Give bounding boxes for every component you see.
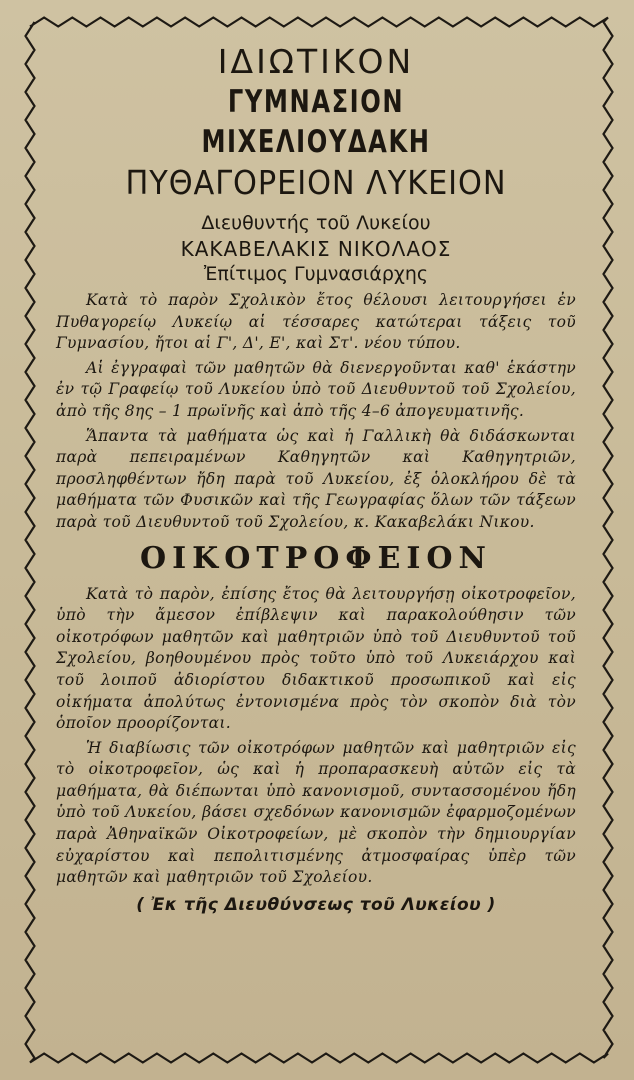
- section-title-boarding: ΟΙΚΟΤΡΟΦΕΙΟΝ: [140, 540, 492, 576]
- advertisement-body: [56, 42, 576, 915]
- heading-lyceum: ΠΥΘΑΓΟΡΕΙΟΝ ΛΥΚΕΙΟΝ: [125, 163, 507, 202]
- director-name: ΚΑΚΑΒΕΛΑΚΙΣ ΝΙΚΟΛΑΟΣ: [180, 237, 452, 261]
- paragraph-boarding: Κατὰ τὸ παρὸν, ἐπίσης ἔτος θὰ λειτουργήσῃ οἰκοτροφεῖον, ὑπὸ τὴν ἄμεσον ἐπίβλεψιν καὶ παρακολούθησιν τῶν οἰκοτρόφων μαθητῶν καὶ μαθητριῶν ὑπὸ τοῦ Διευθυντοῦ τοῦ Σχολείου, βοηθουμένου πρὸς τοῦτο ὑπὸ τοῦ Λυκειάρχου καὶ τοῦ λοιποῦ ἀδιορίστου διδακτικοῦ προσωπικοῦ καὶ εἰς οἰκήματα ἀπολύτως ἐντονισμένα πρὸς τὸν σκοπὸν διὰ τὸν ὁποῖον προορίζονται.: [56, 584, 576, 733]
- signature-line: ( Ἐκ τῆς Διευθύνσεως τοῦ Λυκείου ): [136, 894, 496, 915]
- paragraph-enrollment: Αἱ ἐγγραφαὶ τῶν μαθητῶν θὰ διενεργοῦνται καθ' ἑκάστην ἐν τῷ Γραφείῳ τοῦ Λυκείου ὑπὸ τοῦ Διευθυντοῦ τοῦ Σχολείου, ἀπὸ τῆς 8ης – 1 πρωϊνῆς καὶ ἀπὸ τῆς 4–6 ἀπογευματινῆς.: [56, 358, 576, 420]
- director-title: Ἐπίτιμος Γυμνασιάρχης: [203, 263, 429, 285]
- paragraph-boarding-life: Ἡ διαβίωσις τῶν οἰκοτρόφων μαθητῶν καὶ μαθητριῶν εἰς τὸ οἰκοτροφεῖον, ὡς καὶ ἡ προπαρασκευὴ αὐτῶν εἰς τὰ μαθήματα, θὰ διέπωνται ὑπὸ κανονισμοῦ, συντασσομένου ἤδη ὑπὸ τοῦ Λυκείου, βάσει σχεδόνων κανονισμῶν ἐφαρμοζομένων παρὰ Ἀθηναϊκῶν Οἰκοτροφείων, μὲ σκοπὸν τὴν δημιουργίαν εὐχαρίστου καὶ πεπολιτισμένης ἀτμοσφαίρας ὑπὲρ τῶν μαθητῶν καὶ μαθητριῶν τοῦ Σχολείου.: [56, 738, 576, 887]
- paragraph-teachers: Ἅπαντα τὰ μαθήματα ὡς καὶ ἡ Γαλλικὴ θὰ διδάσκωνται παρὰ πεπειραμένων Καθηγητῶν καὶ Καθηγητριῶν, προσληφθέντων ἤδη παρὰ τοῦ Λυκείου, ἐξ ὁλοκλήρου δὲ τὰ μαθήματα τῶν Φυσικῶν καὶ τῆς Γεωγραφίας ὅλων τῶν τάξεων παρὰ τοῦ Διευθυντοῦ τοῦ Σχολείου, κ. Κακαβελάκι Νικου.: [56, 426, 576, 531]
- heading-private: ΙΔΙΩΤΙΚΟΝ: [217, 42, 415, 81]
- paragraph-classes: Κατὰ τὸ παρὸν Σχολικὸν ἔτος θέλουσι λειτουργήσει ἐν Πυθαγορείῳ Λυκείῳ αἱ τέσσαρες κατώτεραι τάξεις τοῦ Γυμνασίου, ἤτοι αἱ Γ', Δ', Ε', καὶ Στ'. νέου τύπου.: [56, 291, 576, 353]
- heading-school-name: ΓΥΜΝΑΣΙΟΝ ΜΙΧΕΛΙΟΥΔΑΚΗ: [201, 84, 431, 160]
- director-label: Διευθυντής τοῦ Λυκείου: [201, 212, 431, 234]
- header-block: [56, 42, 576, 286]
